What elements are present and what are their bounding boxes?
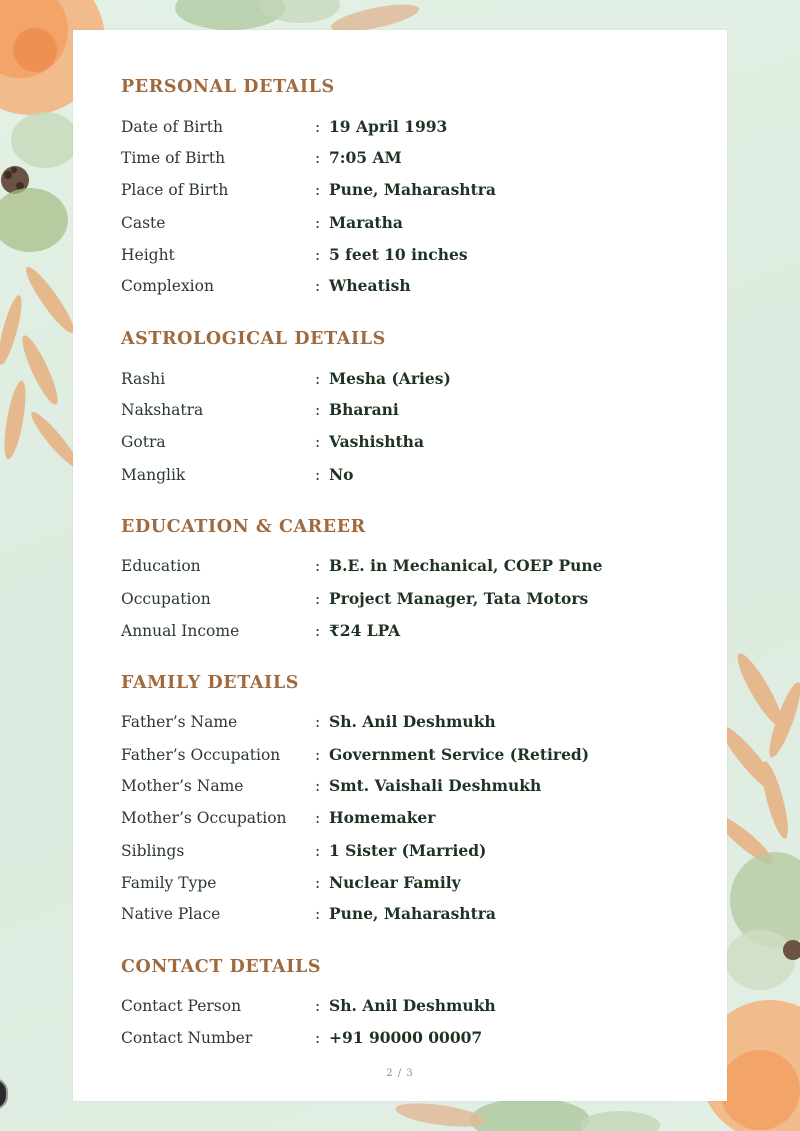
detail-label: Manglik [121,466,186,484]
detail-separator: : [315,149,321,167]
detail-row-time-of-birth [121,146,701,170]
detail-row-rashi [121,367,701,391]
detail-separator: : [315,809,321,827]
detail-separator: : [315,874,321,892]
detail-row-complexion [121,274,701,298]
detail-row-mothers-name [121,774,701,798]
detail-label: Family Type [121,874,217,892]
detail-label: Mother’s Name [121,777,244,795]
detail-separator: : [315,557,321,575]
detail-separator: : [315,246,321,264]
detail-row-fathers-name [121,710,701,734]
peach-leaf-icon [0,263,84,472]
detail-value: Homemaker [329,808,436,827]
detail-row-native-place [121,902,701,926]
detail-label: Height [121,246,175,264]
detail-label: Contact Number [121,1029,253,1047]
section-title-family: FAMILY DETAILS [121,673,299,693]
detail-value: ₹24 LPA [329,621,401,640]
detail-value: Sh. Anil Deshmukh [329,996,496,1015]
section-title-personal: PERSONAL DETAILS [121,77,335,97]
detail-row-contact-person [121,994,701,1018]
detail-row-fathers-occupation [121,743,701,767]
detail-label: Occupation [121,590,211,608]
detail-row-manglik [121,463,701,487]
detail-label: Contact Person [121,997,242,1015]
detail-value: Nuclear Family [329,873,461,892]
detail-value: +91 90000 00007 [329,1028,483,1047]
detail-separator: : [315,277,321,295]
green-leaf-icon [725,852,800,990]
detail-row-annual-income [121,619,701,643]
detail-row-siblings [121,839,701,863]
detail-separator: : [315,997,321,1015]
detail-value: Smt. Vaishali Deshmukh [329,776,542,795]
detail-separator: : [315,370,321,388]
detail-label: Caste [121,214,166,232]
detail-row-date-of-birth [121,115,701,139]
detail-label: Nakshatra [121,401,204,419]
detail-value: Mesha (Aries) [329,369,451,388]
detail-value: Sh. Anil Deshmukh [329,712,496,731]
detail-row-education [121,554,701,578]
detail-value: Pune, Maharashtra [329,904,496,923]
page-number: 2 / 3 [386,1068,414,1079]
detail-separator: : [315,1029,321,1047]
detail-value: Wheatish [329,276,411,295]
detail-label: Rashi [121,370,166,388]
biodata-page [73,30,727,1101]
detail-separator: : [315,746,321,764]
detail-row-height [121,243,701,267]
section-title-contact: CONTACT DETAILS [121,957,322,977]
detail-separator: : [315,713,321,731]
detail-value: 5 feet 10 inches [329,245,468,264]
detail-separator: : [315,401,321,419]
detail-label: Siblings [121,842,185,860]
detail-row-nakshatra [121,398,701,422]
detail-separator: : [315,181,321,199]
detail-value: No [329,465,354,484]
detail-row-place-of-birth [121,178,701,202]
detail-row-mothers-occupation [121,806,701,830]
detail-value: B.E. in Mechanical, COEP Pune [329,556,603,575]
detail-separator: : [315,118,321,136]
detail-label: Time of Birth [121,149,226,167]
detail-value: 7:05 AM [329,148,402,167]
detail-label: Mother’s Occupation [121,809,287,827]
detail-row-contact-number [121,1026,701,1050]
detail-value: Government Service (Retired) [329,745,590,764]
detail-label: Gotra [121,433,166,451]
detail-label: Date of Birth [121,118,223,136]
detail-separator: : [315,842,321,860]
detail-value: 19 April 1993 [329,117,448,136]
detail-separator: : [315,433,321,451]
detail-value: Maratha [329,213,403,232]
detail-row-family-type [121,871,701,895]
detail-label: Native Place [121,905,221,923]
detail-label: Father’s Name [121,713,238,731]
detail-value: Bharani [329,400,399,419]
detail-label: Father’s Occupation [121,746,281,764]
detail-separator: : [315,590,321,608]
detail-value: Vashishtha [329,432,424,451]
detail-value: Project Manager, Tata Motors [329,589,589,608]
detail-separator: : [315,214,321,232]
detail-row-gotra [121,430,701,454]
green-leaf-icon [394,1098,660,1131]
detail-label: Complexion [121,277,214,295]
detail-value: Pune, Maharashtra [329,180,496,199]
detail-separator: : [315,466,321,484]
detail-separator: : [315,622,321,640]
section-title-education: EDUCATION & CAREER [121,517,366,537]
detail-row-occupation [121,587,701,611]
detail-row-caste [121,211,701,235]
detail-label: Annual Income [121,622,240,640]
detail-separator: : [315,905,321,923]
detail-separator: : [315,777,321,795]
detail-label: Place of Birth [121,181,229,199]
detail-label: Education [121,557,201,575]
section-title-astrological: ASTROLOGICAL DETAILS [121,329,386,349]
detail-value: 1 Sister (Married) [329,841,487,860]
